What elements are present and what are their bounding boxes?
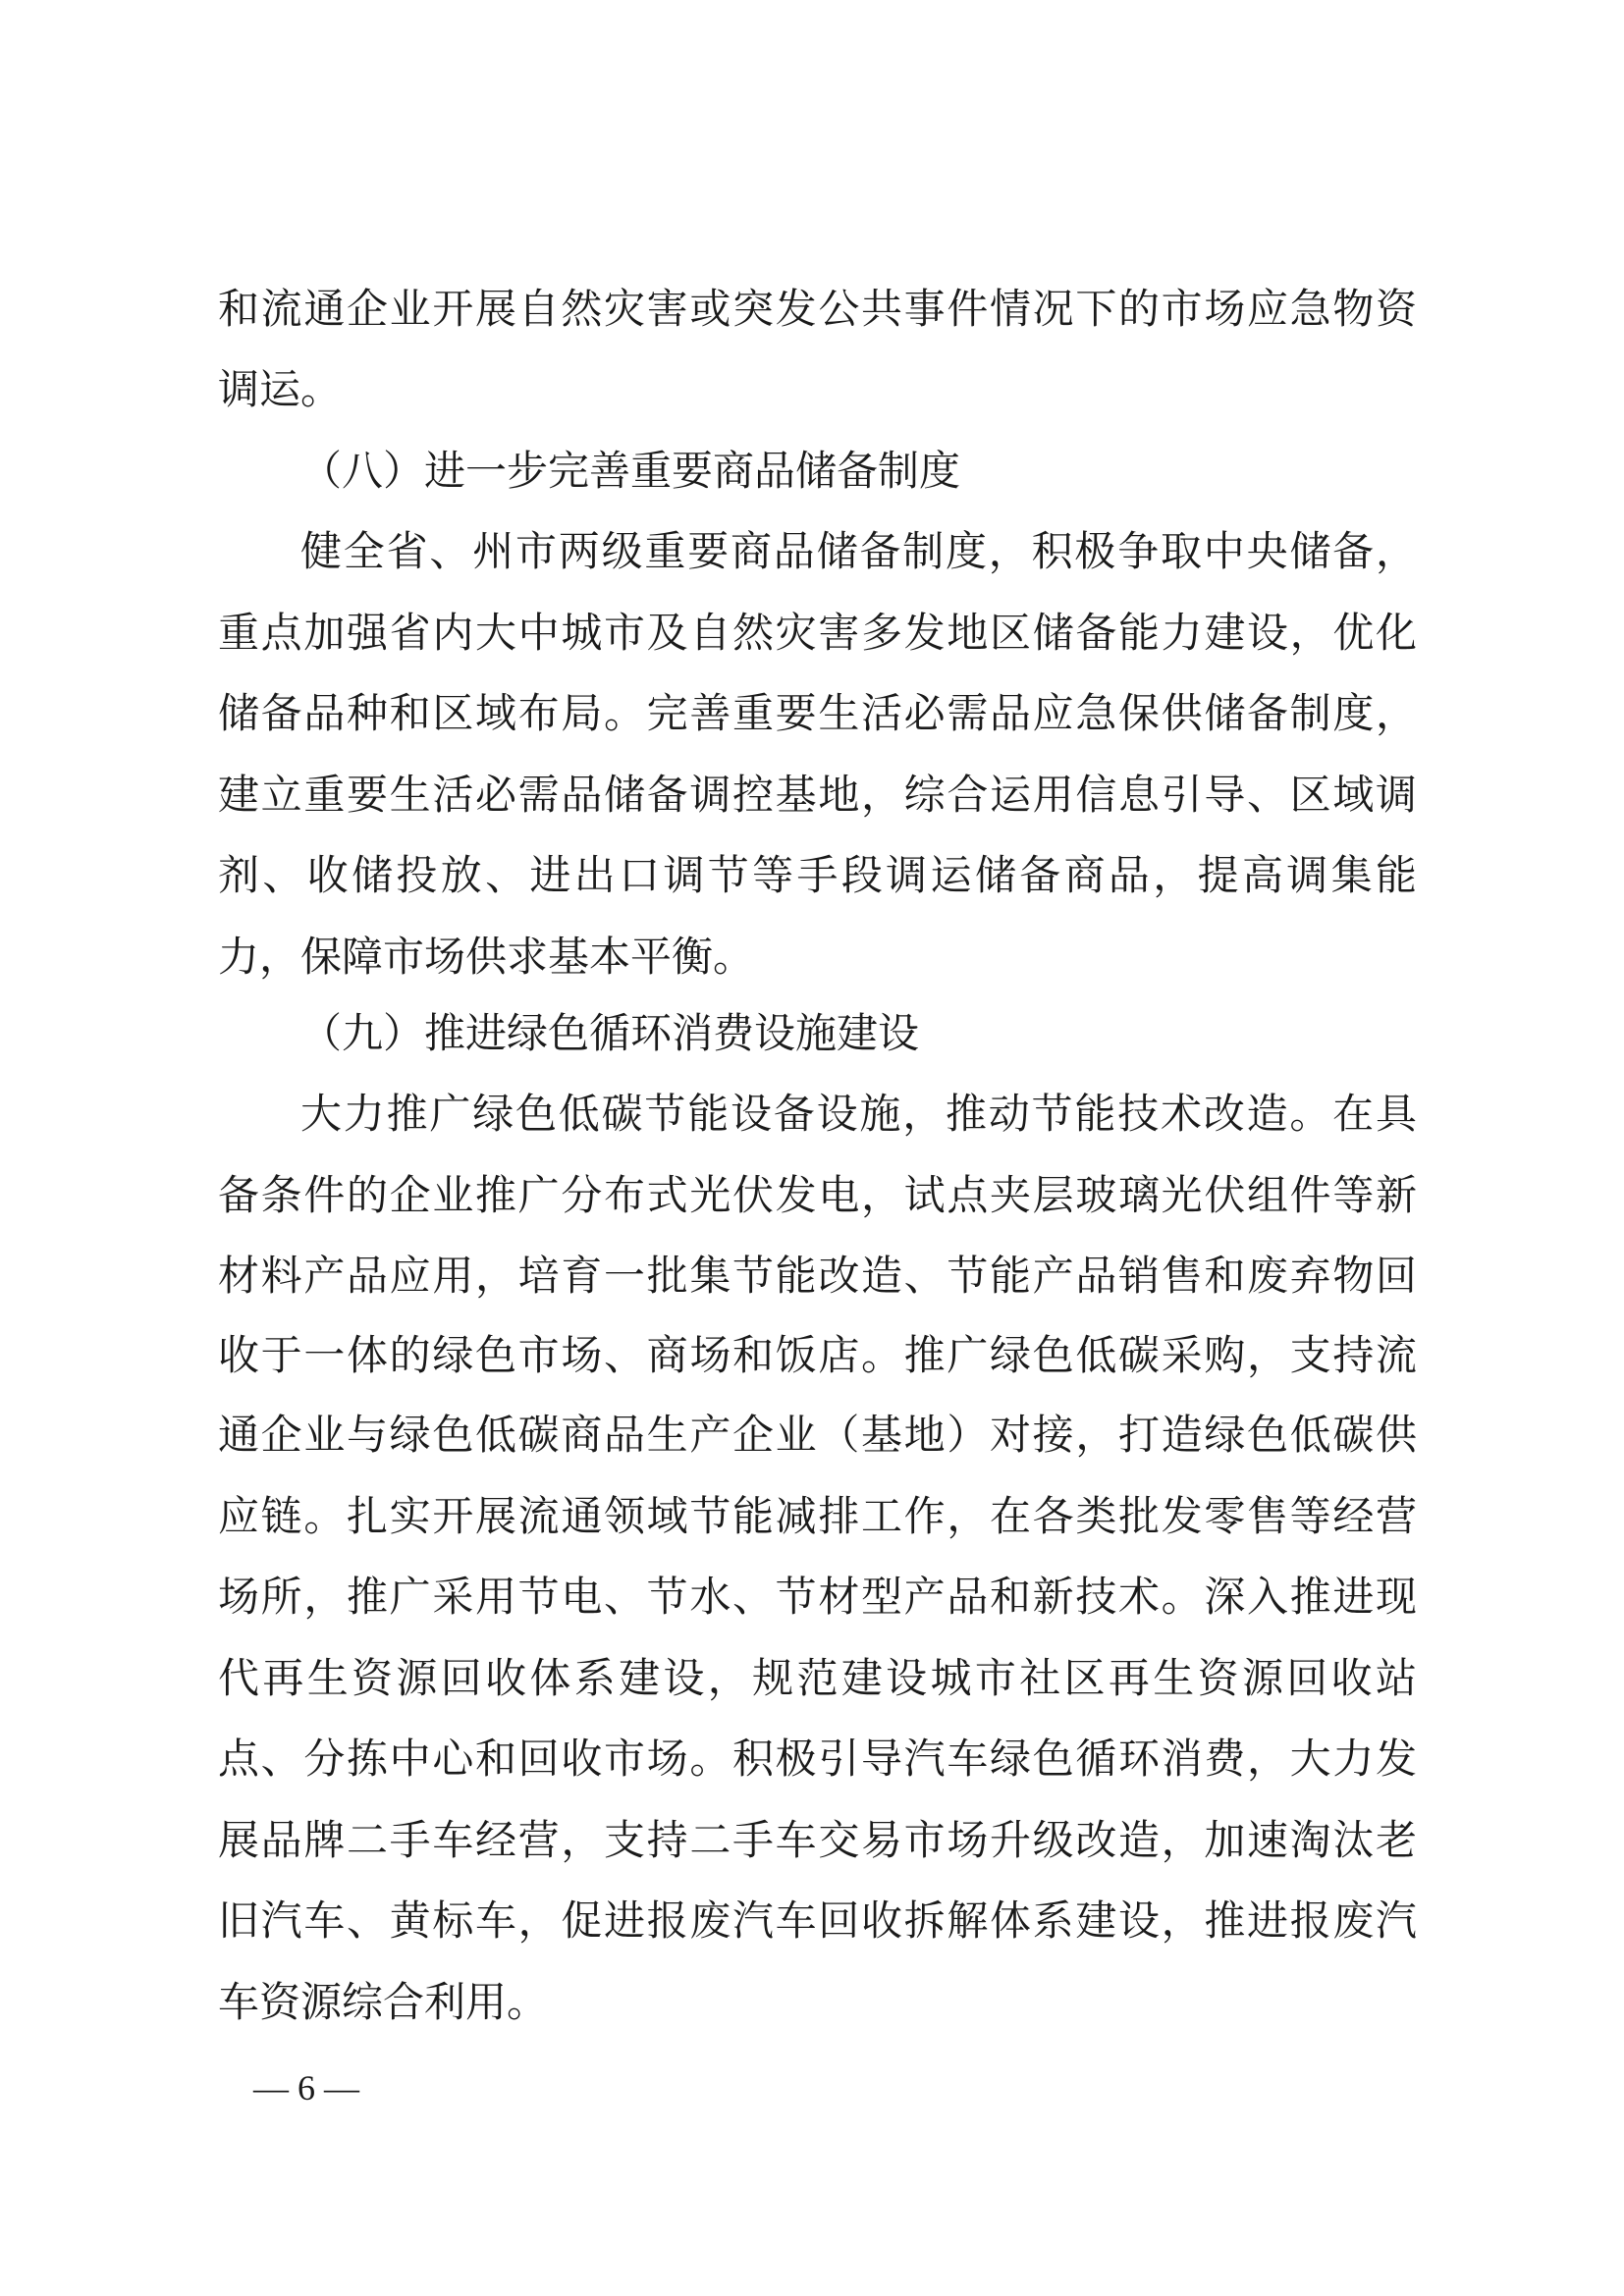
body-text-line: 代再生资源回收体系建设，规范建设城市社区再生资源回收站: [218, 1654, 1417, 1702]
body-text-line: 健全省、州市两级重要商品储备制度，积极争取中央储备，: [300, 527, 1417, 575]
body-text-line: 力，保障市场供求基本平衡。: [218, 933, 755, 981]
body-text-line: 材料产品应用，培育一批集节能改造、节能产品销售和废弃物回: [218, 1252, 1417, 1300]
body-text-line: 旧汽车、黄标车，促进报废汽车回收拆解体系建设，推进报废汽: [218, 1896, 1417, 1945]
body-text-line: 调运。: [218, 365, 343, 413]
page-number: — 6 —: [253, 2068, 359, 2108]
body-text-line: 重点加强省内大中城市及自然灾害多发地区储备能力建设，优化: [218, 609, 1417, 657]
body-text-line: 收于一体的绿色市场、商场和饭店。推广绿色低碳采购，支持流: [218, 1331, 1417, 1379]
body-text-line: 展品牌二手车经营，支持二手车交易市场升级改造，加速淘汰老: [218, 1816, 1417, 1864]
body-text-line: 建立重要生活必需品储备调控基地，综合运用信息引导、区域调: [218, 771, 1417, 819]
body-text-line: 大力推广绿色低碳节能设备设施，推动节能技术改造。在具: [300, 1090, 1417, 1138]
body-text-line: 备条件的企业推广分布式光伏发电，试点夹层玻璃光伏组件等新: [218, 1171, 1417, 1219]
body-text-line: 储备品种和区域布局。完善重要生活必需品应急保供储备制度，: [218, 689, 1417, 737]
body-text-line: 和流通企业开展自然灾害或突发公共事件情况下的市场应急物资: [218, 285, 1417, 333]
body-text-line: 车资源综合利用。: [218, 1978, 549, 2026]
body-text-line: 场所，推广采用节电、节水、节材型产品和新技术。深入推进现: [218, 1573, 1417, 1621]
section-heading-8: （八）进一步完善重要商品储备制度: [300, 447, 961, 495]
body-text-line: 应链。扎实开展流通领域节能减排工作，在各类批发零售等经营: [218, 1492, 1417, 1540]
section-heading-9: （九）推进绿色循环消费设施建设: [300, 1009, 920, 1057]
body-text-line: 剂、收储投放、进出口调节等手段调运储备商品，提高调集能: [218, 851, 1417, 899]
body-text-line: 点、分拣中心和回收市场。积极引导汽车绿色循环消费，大力发: [218, 1735, 1417, 1783]
body-text-line: 通企业与绿色低碳商品生产企业（基地）对接，打造绿色低碳供: [218, 1411, 1417, 1459]
